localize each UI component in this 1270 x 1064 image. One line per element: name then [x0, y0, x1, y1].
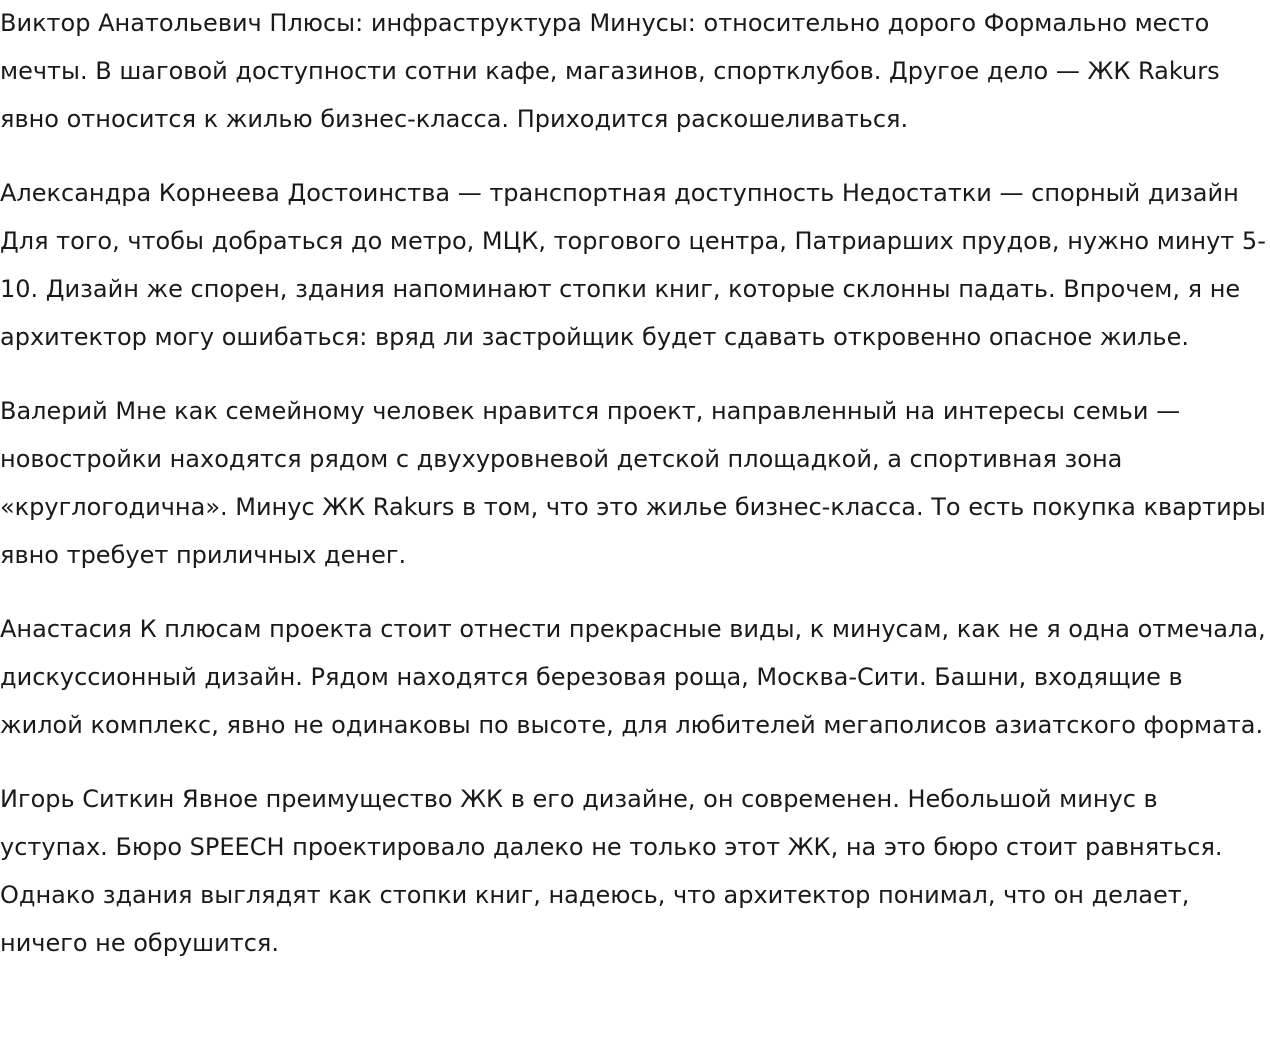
review-author: Анастасия: [0, 615, 132, 643]
review-item: [0, 169, 1270, 361]
review-item: [0, 605, 1270, 749]
review-text: Мне как семейному человек нравится проект, направленный на интересы семьи — новостройки находятся рядом с двухуровневой детской площадкой, а спортивная зона «круглогодична». Минус ЖК Rakurs в том, что это жилье бизнес-класса. То есть покупка квартиры явно требует приличных денег.: [0, 397, 1266, 569]
review-author: Александра Корнеева: [0, 179, 280, 207]
review-item: [0, 387, 1270, 579]
review-text: К плюсам проекта стоит отнести прекрасные виды, к минусам, как не я одна отмечала, дискуссионный дизайн. Рядом находятся березовая роща, Москва-Сити. Башни, входящие в жилой комплекс, явно не одинаковы по высоте, для любителей мегаполисов азиатского формата.: [0, 615, 1266, 739]
review-author: Виктор Анатольевич: [0, 9, 262, 37]
review-item: [0, 0, 1270, 143]
review-item: [0, 775, 1270, 967]
review-text: Достоинства — транспортная доступность Недостатки — спорный дизайн Для того, чтобы добраться до метро, МЦК, торгового центра, Патриарших прудов, нужно минут 5-10. Дизайн же спорен, здания напоминают стопки книг, которые склонны падать. Впрочем, я не архитектор могу ошибаться: вряд ли застройщик будет сдавать откровенно опасное жилье.: [0, 179, 1266, 351]
review-author: Игорь Ситкин: [0, 785, 175, 813]
review-author: Валерий: [0, 397, 108, 425]
review-text: Явное преимущество ЖК в его дизайне, он современен. Небольшой минус в уступах. Бюро SPEECH проектировало далеко не только этот ЖК, на это бюро стоит равняться. Однако здания выглядят как стопки книг, надеюсь, что архитектор понимал, что он делает, ничего не обрушится.: [0, 785, 1223, 957]
review-text: Плюсы: инфраструктура Минусы: относительно дорого Формально место мечты. В шаговой доступности сотни кафе, магазинов, спортклубов. Другое дело — ЖК Rakurs явно относится к жилью бизнес-класса. Приходится раскошеливаться.: [0, 9, 1220, 133]
